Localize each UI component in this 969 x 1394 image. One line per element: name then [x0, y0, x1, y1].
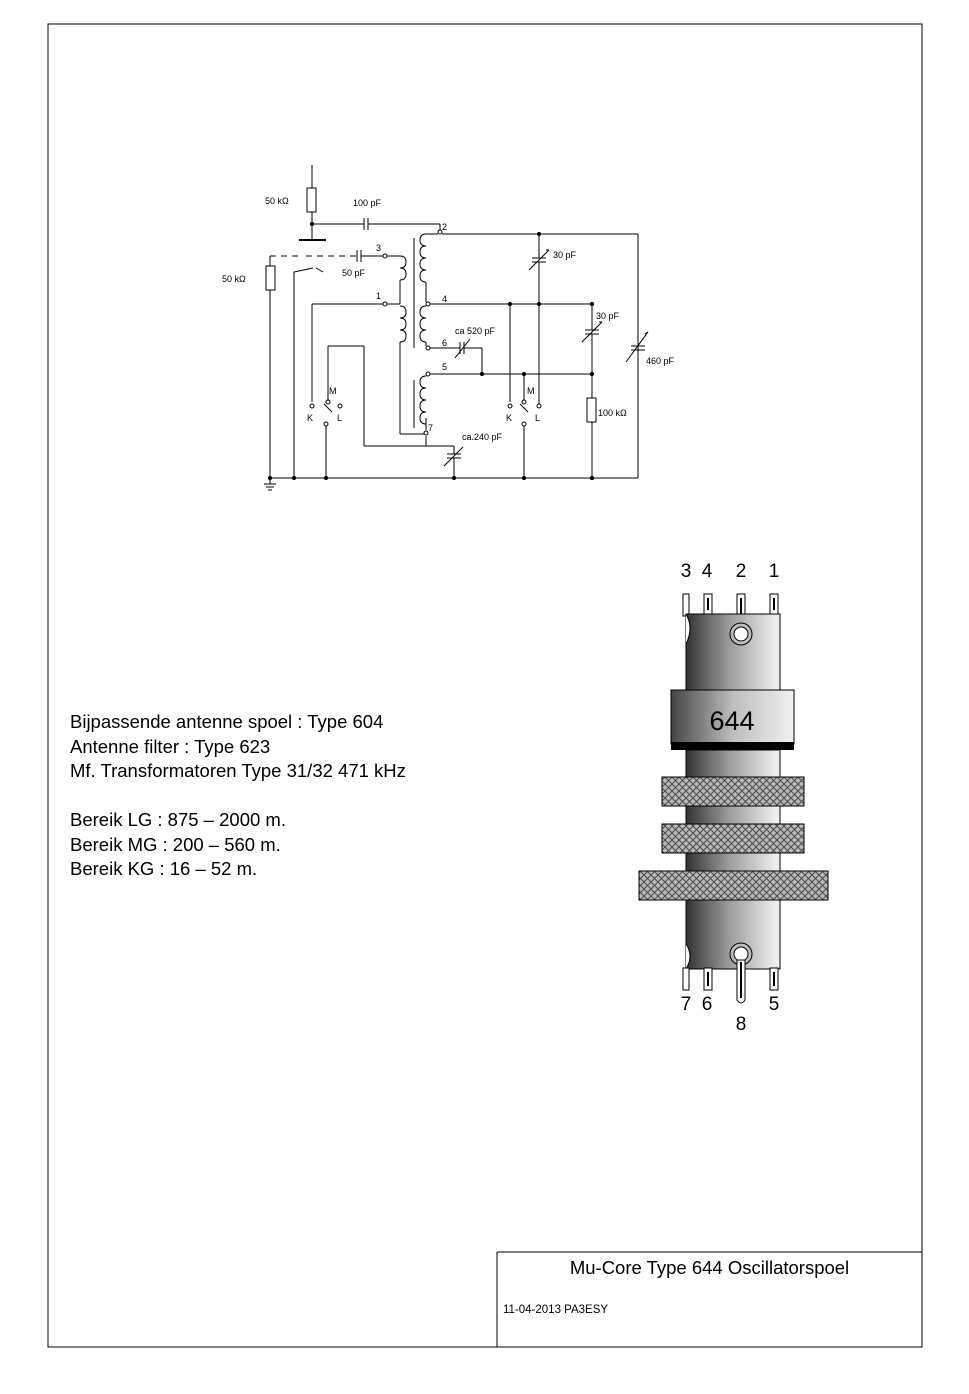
- note-range-mg: Bereik MG : 200 – 560 m.: [70, 833, 281, 855]
- label-c-520: ca 520 pF: [455, 326, 496, 336]
- note-antenna-coil: Bijpassende antenne spoel : Type 604: [70, 711, 384, 732]
- sheet-border: [48, 24, 922, 1347]
- bottom-pin-label-6: 6: [701, 994, 713, 1015]
- resistor-100k: [587, 398, 596, 422]
- label-r-left: 50 kΩ: [222, 274, 246, 284]
- node-4: 4: [442, 294, 448, 304]
- resistor-50k-top: [307, 188, 316, 212]
- knurled-ring-1: [662, 777, 804, 806]
- note-range-kg: Bereik KG : 16 – 52 m.: [70, 858, 258, 879]
- top-pin-label-4: 4: [701, 561, 713, 582]
- schematic-labels: [222, 196, 675, 442]
- drawing-title: Mu-Core Type 644 Oscillatorspoel: [569, 1257, 850, 1278]
- bottom-pin-label-5: 5: [768, 994, 780, 1015]
- switch-left-m: M: [329, 386, 337, 396]
- top-pin-label-3: 3: [680, 561, 692, 582]
- node-2: 2: [442, 222, 448, 232]
- note-range-lg: Bereik LG : 875 – 2000 m.: [70, 809, 286, 830]
- knurled-ring-3: [639, 871, 828, 900]
- label-c-50: 50 pF: [342, 268, 366, 278]
- switch-left-k: K: [307, 413, 314, 423]
- bottom-pin-label-8: 8: [735, 1014, 747, 1035]
- knurled-ring-2: [662, 824, 804, 853]
- label-c-100: 100 pF: [353, 198, 382, 208]
- switch-right-k: K: [506, 413, 513, 423]
- note-antenna-filter: Antenne filter : Type 623: [70, 735, 271, 757]
- label-c-30a: 30 pF: [553, 250, 577, 260]
- label-r-top: 50 kΩ: [265, 196, 289, 206]
- switch-right-m: M: [527, 386, 535, 396]
- switch-left-l: L: [337, 413, 343, 423]
- switch-right-l: L: [535, 413, 541, 423]
- label-c-460: 460 pF: [646, 356, 675, 366]
- node-1: 1: [376, 291, 382, 301]
- bottom-pin-label-7: 7: [680, 994, 692, 1015]
- resistor-50k-left: [266, 266, 275, 290]
- notes-spacer: [70, 784, 406, 809]
- top-pin-label-1: 1: [768, 561, 780, 582]
- label-c-240: ca.240 pF: [462, 432, 503, 442]
- coil-type-label: 644: [709, 706, 755, 736]
- label-r-100k: 100 kΩ: [598, 408, 627, 418]
- date-author: 11-04-2013 PA3ESY: [503, 1304, 609, 1316]
- top-pin-label-2: 2: [735, 561, 747, 582]
- node-7: 7: [428, 423, 434, 433]
- node-5: 5: [442, 362, 448, 372]
- bottom-pin-7: [683, 968, 689, 990]
- node-3: 3: [376, 243, 382, 253]
- specification-notes: [70, 710, 406, 882]
- coil-illustration: [639, 561, 828, 1035]
- note-if-transformers: Mf. Transformatoren Type 31/32 471 kHz: [70, 760, 406, 781]
- top-pin-3: [683, 594, 689, 616]
- node-6: 6: [442, 338, 448, 348]
- title-block: [497, 1252, 922, 1347]
- label-c-30b: 30 pF: [596, 311, 620, 321]
